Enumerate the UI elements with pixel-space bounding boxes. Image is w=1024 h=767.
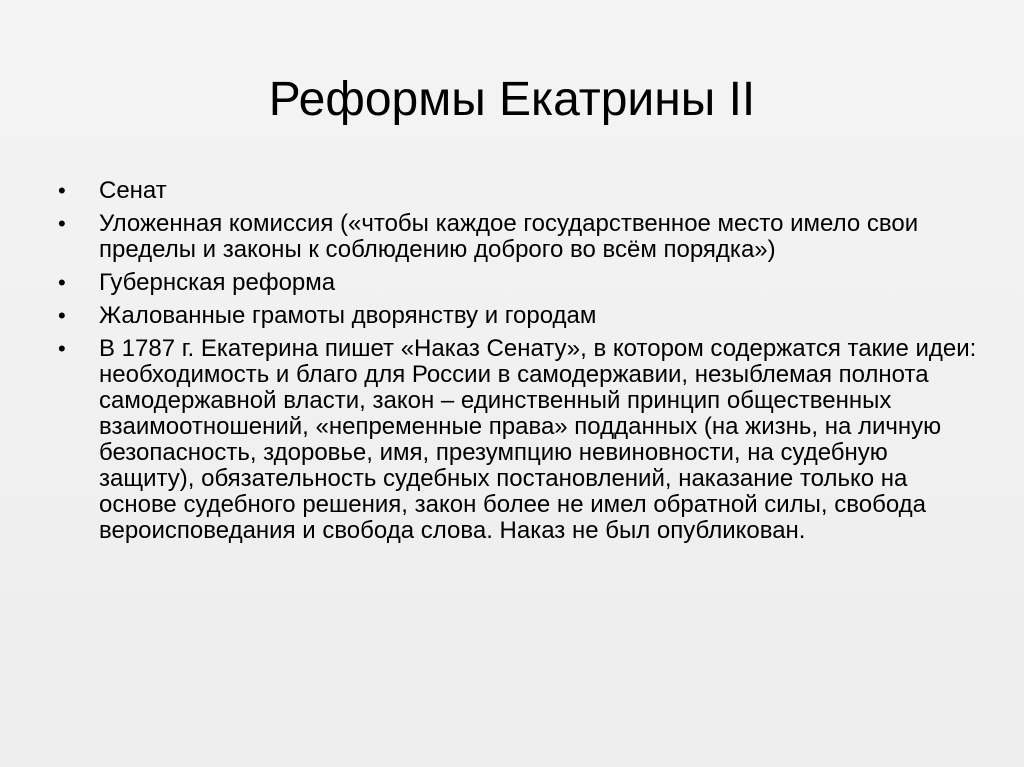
- bullet-item-senate: [58, 178, 978, 204]
- bullet-text: Губернская реформа: [99, 269, 336, 296]
- bullet-icon: •: [58, 270, 66, 295]
- bullet-text: Уложенная комиссия («чтобы каждое государственное место имело свои пределы и законы к соблюдению доброго во всём порядка»): [99, 210, 919, 263]
- bullet-icon: •: [58, 178, 66, 203]
- bullet-item-provincial-reform: [58, 270, 978, 296]
- slide-title: Реформы Екатрины II: [268, 73, 756, 126]
- bullet-icon: •: [58, 211, 66, 236]
- bullet-item-legislative-commission: [58, 211, 978, 263]
- bullet-item-charters: [58, 303, 978, 329]
- bullet-icon: •: [58, 303, 66, 328]
- bullet-item-nakaz-senate: [58, 336, 978, 544]
- bullet-text: В 1787 г. Екатерина пишет «Наказ Сенату», в котором содержатся такие идеи: необходимость и благо для России в самодержавии, незыблемая полнота самодержавной власти, закон – единственный принцип общественных взаимоотношений, «непременные права» подданных (на жизнь, на личную безопасность, здоровье, имя, презумпцию невиновности, на судебную защиту), обязательность судебных постановлений, наказание только на основе судебного решения, закон более не имел обратной силы, свобода вероисповедания и свобода слова. Наказ не был опубликован.: [99, 335, 977, 544]
- bullet-list: [58, 178, 978, 551]
- bullet-text: Жалованные грамоты дворянству и городам: [99, 302, 597, 329]
- bullet-text: Сенат: [99, 177, 167, 204]
- bullet-icon: •: [58, 336, 66, 361]
